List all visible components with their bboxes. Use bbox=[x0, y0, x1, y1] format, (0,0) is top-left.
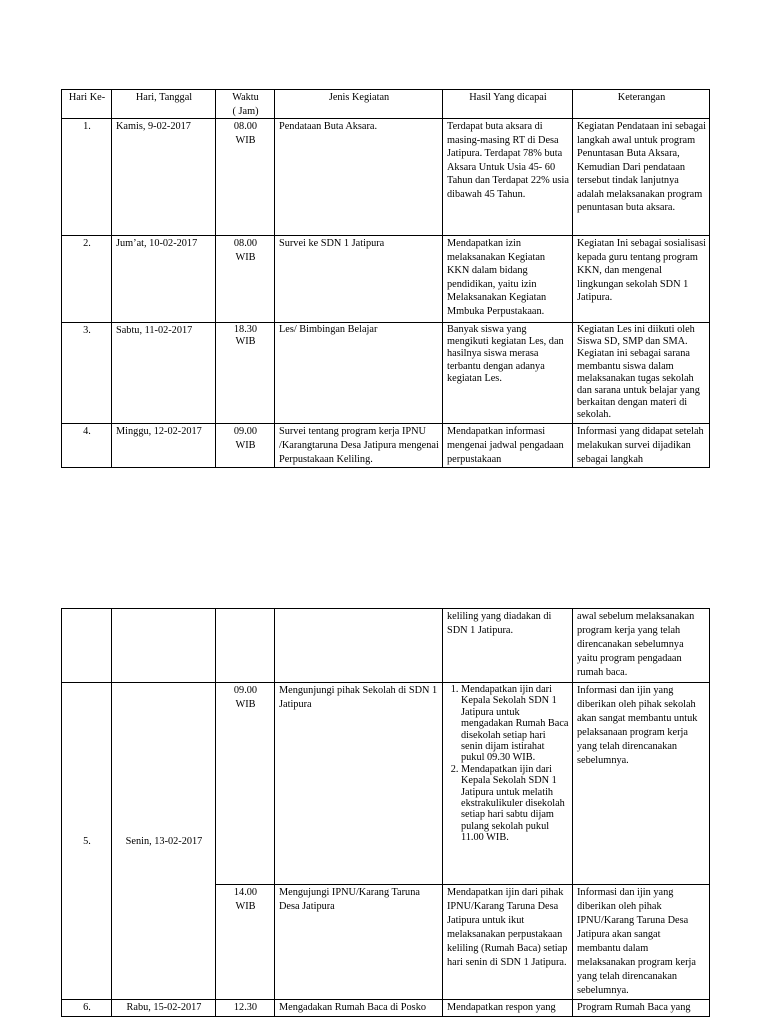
table-row bbox=[62, 683, 710, 885]
time-value: 08.00 bbox=[233, 238, 258, 249]
header-waktu-label: Waktu bbox=[232, 92, 259, 103]
time-value: 14.00 bbox=[233, 887, 258, 898]
cell-time bbox=[216, 885, 275, 1000]
time-value: 09.00 bbox=[233, 426, 258, 437]
cell-date: Jum’at, 10-02-2017 bbox=[112, 236, 216, 323]
cell-no bbox=[62, 609, 112, 683]
cell-date: Minggu, 12-02-2017 bbox=[112, 424, 216, 468]
header-hari-tanggal: Hari, Tanggal bbox=[112, 90, 216, 119]
cell-time bbox=[216, 609, 275, 683]
cell-note: Kegiatan Ini sebagai sosialisasi kepada guru tentang program KKN, dan mengenal lingkungan sekolah SDN 1 Jatipura. bbox=[573, 236, 710, 323]
time-unit: WIB bbox=[235, 439, 256, 451]
time-value: 09.00 bbox=[233, 685, 258, 696]
header-hari-ke: Hari Ke- bbox=[62, 90, 112, 119]
cell-result bbox=[443, 683, 573, 885]
cell-activity: Mengadakan Rumah Baca di Posko bbox=[275, 1000, 443, 1017]
cell-note: Kegiatan Les ini diikuti oleh Siswa SD, SMP dan SMA. Kegiatan ini sebagai sarana membantu siswa dalam melaksanakan tugas sekolah dan sarana untuk belajar yang berkaitan dengan materi di sekolah. bbox=[573, 323, 710, 424]
cell-time bbox=[216, 683, 275, 885]
cell-activity: Mengunjungi pihak Sekolah di SDN 1 Jatipura bbox=[275, 683, 443, 885]
header-keterangan: Keterangan bbox=[573, 90, 710, 119]
cell-activity: Les/ Bimbingan Belajar bbox=[275, 323, 443, 424]
cell-no: 4. bbox=[62, 424, 112, 468]
cell-time: 12.30 bbox=[216, 1000, 275, 1017]
cell-result: Mendapatkan respon yang bbox=[443, 1000, 573, 1017]
header-waktu-unit: ( Jam) bbox=[232, 105, 259, 117]
time-unit: WIB bbox=[235, 134, 256, 146]
cell-date: Rabu, 15-02-2017 bbox=[112, 1000, 216, 1017]
table-row bbox=[62, 1000, 710, 1017]
cell-note: Informasi dan ijin yang diberikan oleh pihak sekolah akan sangat membantu untuk pelaksanaan program kerja yang telah direncanakan sebelumnya. bbox=[573, 683, 710, 885]
cell-note: Program Rumah Baca yang bbox=[573, 1000, 710, 1017]
table-row bbox=[62, 323, 710, 424]
table-row bbox=[62, 119, 710, 236]
table-row bbox=[62, 609, 710, 683]
cell-date bbox=[112, 609, 216, 683]
header-hasil: Hasil Yang dicapai bbox=[443, 90, 573, 119]
cell-no: 3. bbox=[62, 323, 112, 424]
cell-activity: Survei ke SDN 1 Jatipura bbox=[275, 236, 443, 323]
header-waktu bbox=[216, 90, 275, 119]
cell-no: 2. bbox=[62, 236, 112, 323]
cell-activity: Mengujungi IPNU/Karang Taruna Desa Jatipura bbox=[275, 885, 443, 1000]
cell-time bbox=[216, 424, 275, 468]
cell-note: Informasi dan ijin yang diberikan oleh pihak IPNU/Karang Taruna Desa Jatipura akan sangat membantu dalam melaksanakan program kerja yang telah direncanakan sebelumnya. bbox=[573, 885, 710, 1000]
cell-no: 6. bbox=[62, 1000, 112, 1017]
cell-no: 5. bbox=[62, 683, 112, 1000]
cell-date: Sabtu, 11-02-2017 bbox=[112, 323, 216, 424]
activity-log-table bbox=[61, 89, 710, 468]
cell-result: keliling yang diadakan di SDN 1 Jatipura. bbox=[443, 609, 573, 683]
cell-no: 1. bbox=[62, 119, 112, 236]
cell-date: Kamis, 9-02-2017 bbox=[112, 119, 216, 236]
cell-time bbox=[216, 119, 275, 236]
time-value: 18.30 bbox=[233, 324, 258, 335]
cell-activity bbox=[275, 609, 443, 683]
cell-result: Terdapat buta aksara di masing-masing RT di Desa Jatipura. Terdapat 78% buta Aksara Untuk Usia 45- 60 Tahun dan Terdapat 22% usia dibawah 45 Tahun. bbox=[443, 119, 573, 236]
cell-time bbox=[216, 236, 275, 323]
header-row bbox=[62, 90, 710, 119]
list-item: 1. Mendapatkan ijin dari Kepala Sekolah SDN 1 Jatipura untuk mengadakan Rumah Baca disekolah setiap hari senin dijam istirahat pukul 09.30 WIB. bbox=[461, 684, 569, 764]
time-unit: WIB bbox=[235, 336, 256, 348]
list-item: 2. Mendapatkan ijin dari Kepala Sekolah SDN 1 Jatipura untuk melatih ekstrakulikuler disekolah setiap hari sabtu dijam pulang sekolah pukul 11.00 WIB. bbox=[461, 764, 569, 844]
cell-date: Senin, 13-02-2017 bbox=[112, 683, 216, 1000]
cell-note: Informasi yang didapat setelah melakukan survei dijadikan sebagai langkah bbox=[573, 424, 710, 468]
cell-activity: Pendataan Buta Aksara. bbox=[275, 119, 443, 236]
cell-result: Mendapatkan informasi mengenai jadwal pengadaan perpustakaan bbox=[443, 424, 573, 468]
table-row bbox=[62, 236, 710, 323]
time-value: 08.00 bbox=[233, 121, 258, 132]
cell-result: Mendapatkan ijin dari pihak IPNU/Karang Taruna Desa Jatipura untuk ikut melaksanakan perpustakaan keliling (Rumah Baca) setiap hari senin di SDN 1 Jatipura. bbox=[443, 885, 573, 1000]
cell-activity: Survei tentang program kerja IPNU /Karangtaruna Desa Jatipura mengenai Perpustakaan Keliling. bbox=[275, 424, 443, 468]
activity-log-table-continued bbox=[61, 608, 710, 1017]
cell-note: Kegiatan Pendataan ini sebagai langkah awal untuk program Penuntasan Buta Aksara, Kemudian Dari pendataan tersebut tindak lanjutnya adalah melaksanakan program penuntasan buta aksara. bbox=[573, 119, 710, 236]
time-unit: WIB bbox=[235, 900, 256, 912]
time-unit: WIB bbox=[235, 698, 256, 710]
table-row bbox=[62, 424, 710, 468]
cell-result: Mendapatkan izin melaksanakan Kegiatan KKN dalam bidang pendidikan, yaitu izin Melaksanakan Kegiatan Mmbuka Perpustakaan. bbox=[443, 236, 573, 323]
header-jenis-kegiatan: Jenis Kegiatan bbox=[275, 90, 443, 119]
result-list bbox=[447, 684, 569, 844]
time-unit: WIB bbox=[235, 251, 256, 263]
cell-time bbox=[216, 323, 275, 424]
cell-note: awal sebelum melaksanakan program kerja yang telah direncanakan sebelumnya yaitu program pengadaan rumah baca. bbox=[573, 609, 710, 683]
cell-result: Banyak siswa yang mengikuti kegiatan Les, dan hasilnya siswa merasa terbantu dengan adanya kegiatan Les. bbox=[443, 323, 573, 424]
